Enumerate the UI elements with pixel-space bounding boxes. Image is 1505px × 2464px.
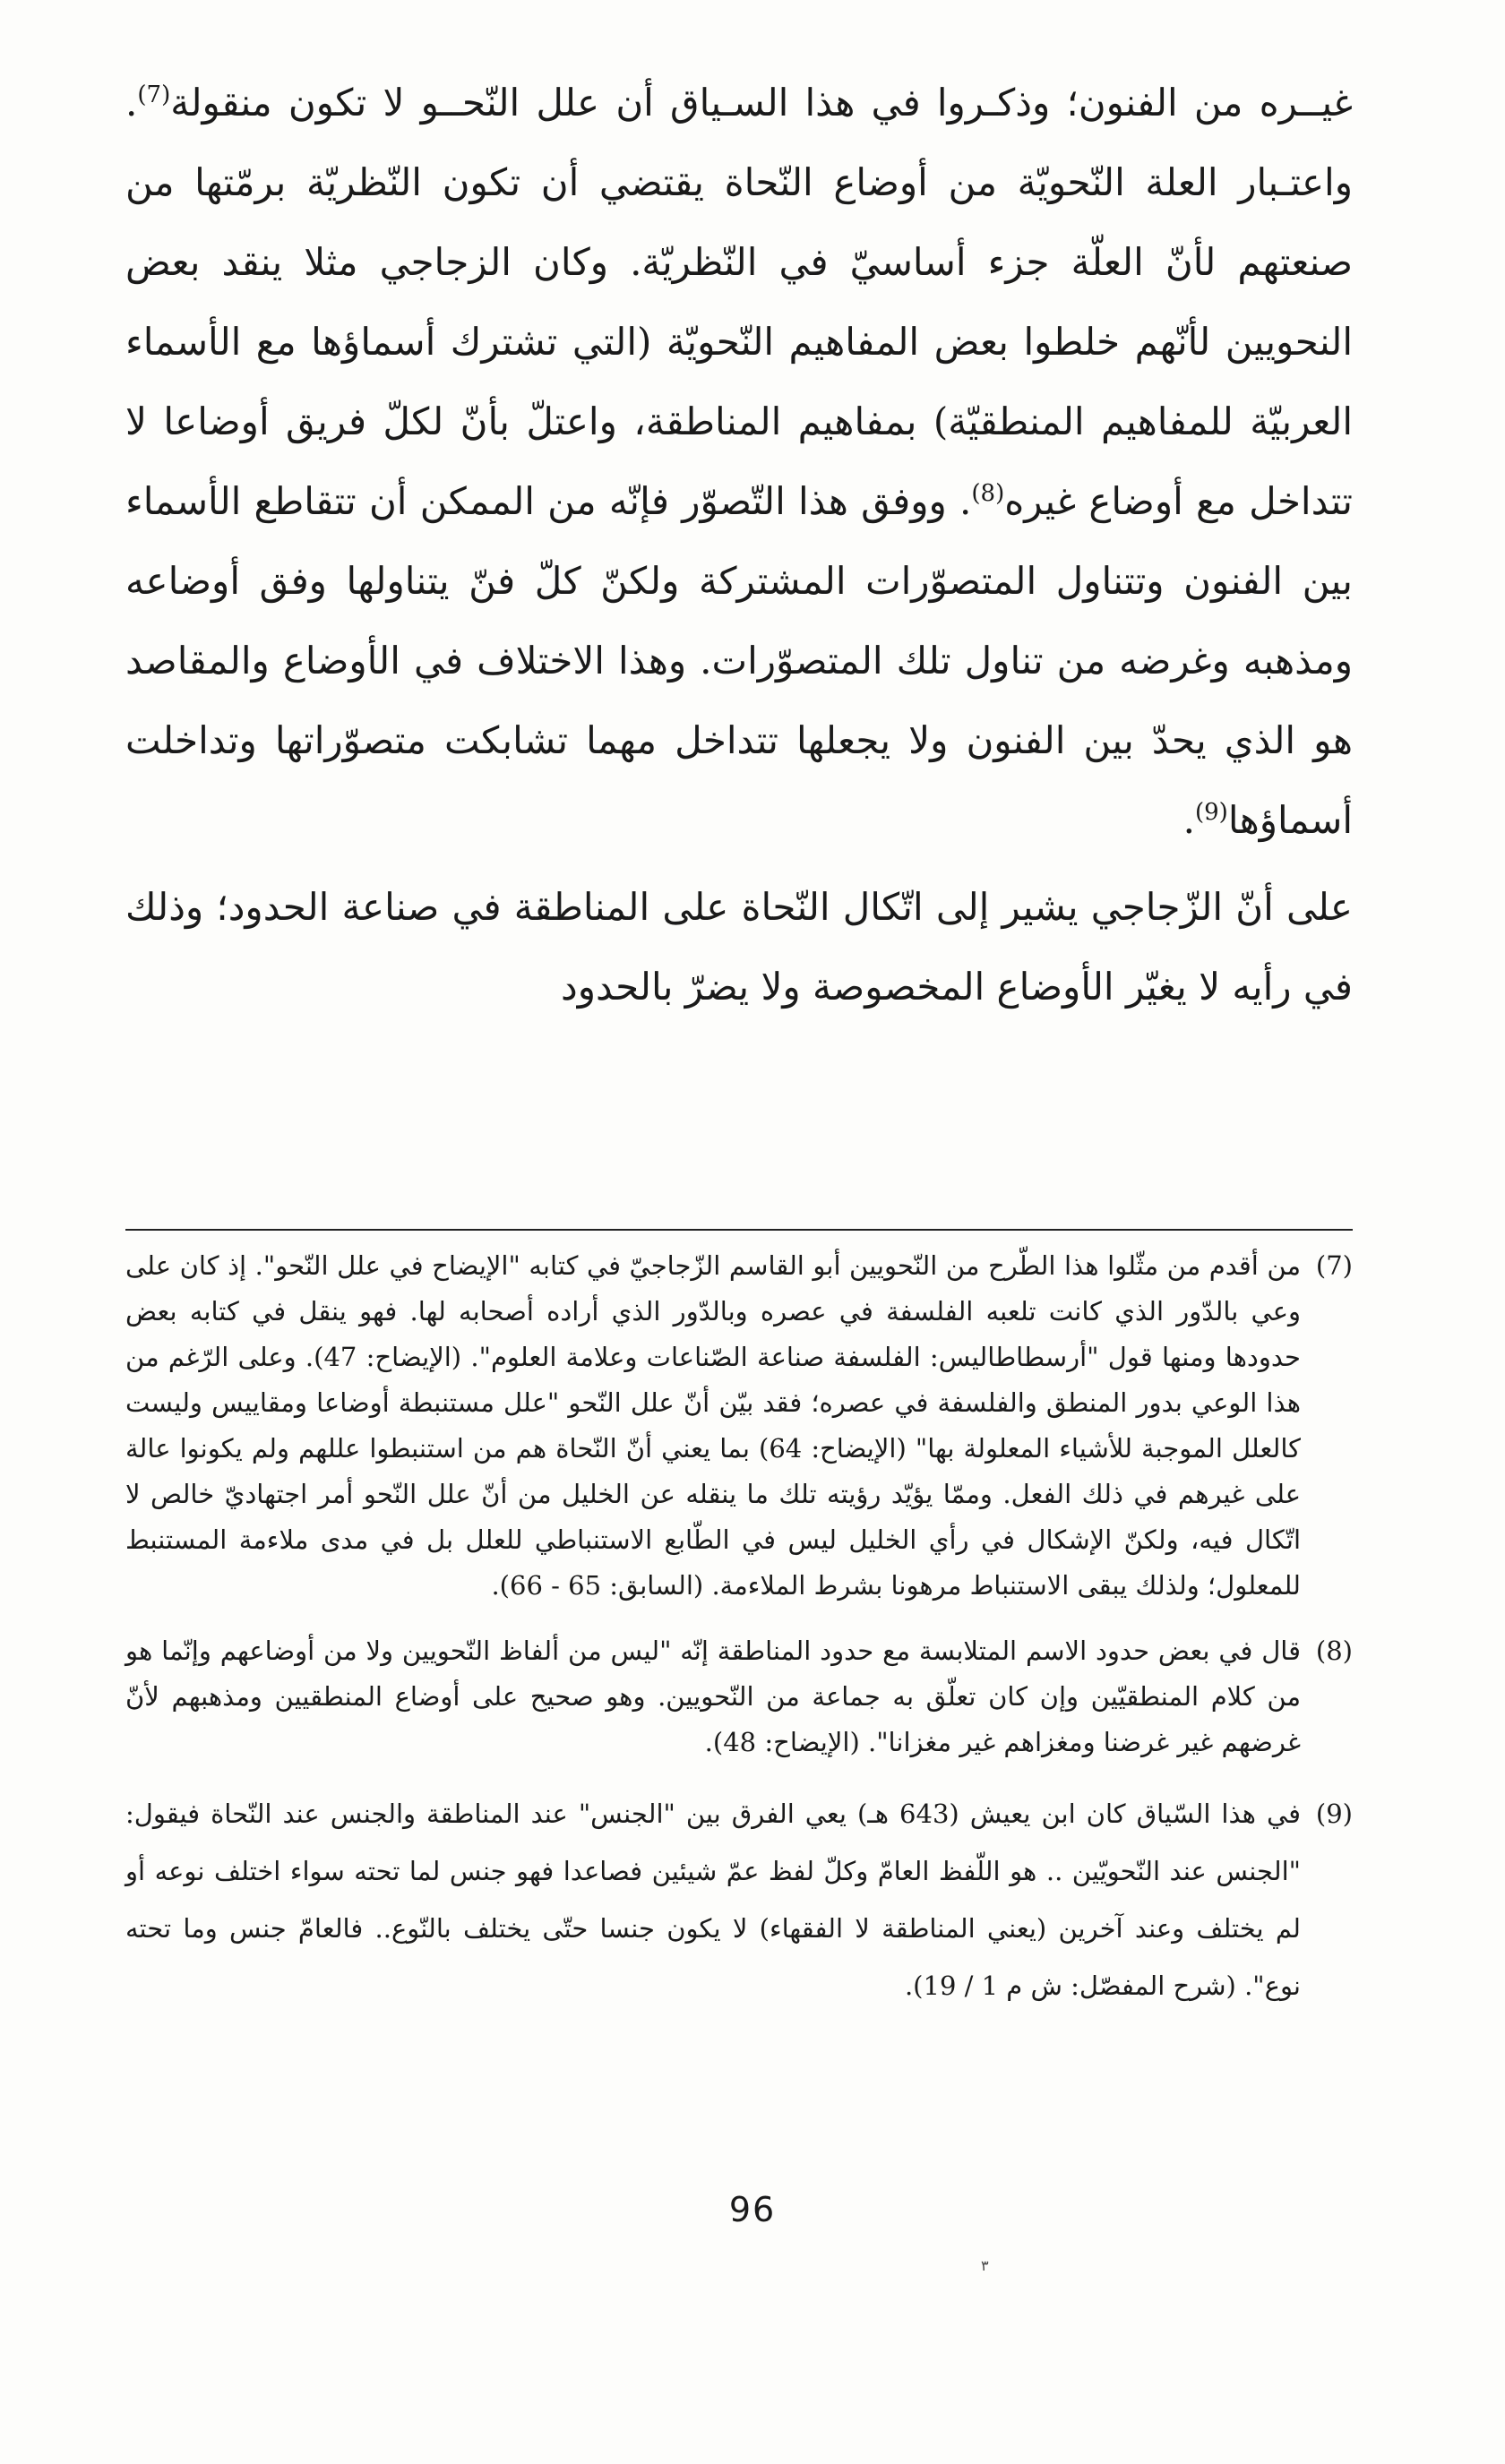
paragraph-1-continued: . واعتـبار العلة النّحويّة من أوضاع النّحاة يقتضي أن تكون النّظريّة برمّتها من صنعتهم لأنّ العلّة جزء أساسيّ في النّظريّة. وكان الزجاجي مثلا ينقد بعض النحويين لأنّهم خلطوا بعض المفاهيم النّحويّة (التي تشترك أسماؤها مع الأسماء العربيّة للمفاهيم المنطقيّة) بمفاهيم المناطقة، واعتلّ بأنّ لكلّ فريق أوضاعا لا تتداخل مع أوضاع غيره [125,81,1353,523]
footnote-number: (8) [1315,1636,1353,1666]
paragraph-1-end: . [1182,798,1195,842]
footnote-7 [125,1243,1353,1609]
footnote-separator [125,1229,1353,1231]
footnote-number: (9) [1315,1799,1353,1829]
footnote-ref-9[interactable]: (9) [1194,799,1228,826]
paragraph-1-text: غيــره من الفنون؛ وذكـروا في هذا السـياق أن علل النّحــو لا تكون منقولة [170,81,1353,124]
footnote-ref-7[interactable]: (7) [137,82,171,108]
footnotes-section [125,1243,1353,2034]
footnote-text: من أقدم من مثّلوا هذا الطّرح من النّحويين أبو القاسم الزّجاجيّ في كتابه "الإيضاح في علل النّحو". إذ كان على وعي بالدّور الذي كانت تلعبه الفلسفة في عصره وبالدّور الذي أراده أصحابه لها. فهو ينقل في كتابه بعض حدودها ومنها قول "أرسطاطاليس: الفلسفة صناعة الصّناعات وعلامة العلوم". (الإيضاح: 47). وعلى الرّغم من هذا الوعي بدور المنطق والفلسفة في عصره؛ فقد بيّن أنّ علل النّحو "علل مستنبطة أوضاعا ومقاييس وليست كالعلل الموجبة للأشياء المعلولة بها" (الإيضاح: 64) بما يعني أنّ النّحاة هم من استنبطوا عللهم ولم يكونوا عالة على غيرهم في ذلك الفعل. وممّا يؤيّد رؤيته تلك ما ينقله عن الخليل من أنّ علل النّحو أمر اجتهاديّ خالص لا اتّكال فيه، ولكنّ الإشكال في رأي الخليل ليس في الطّابع الاستنباطي للعلل بل في مدى ملاءمة المستنبط للمعلول؛ ولذلك يبقى الاستنباط مرهونا بشرط الملاءمة. (السابق: 65 - 66). [125,1250,1301,1601]
footnote-ref-8[interactable]: (8) [971,480,1005,507]
footnote-8 [125,1628,1353,1765]
paragraph-1 [125,63,1353,860]
paragraph-2: على أنّ الزّجاجي يشير إلى اتّكال النّحاة على المناطقة في صناعة الحدود؛ وذلك في رأيه لا يغيّر الأوضاع المخصوصة ولا يضرّ بالحدود [125,885,1353,1009]
paragraph-1-continued-2: . ووفق هذا التّصوّر فإنّه من الممكن أن تتقاطع الأسماء بين الفنون وتتناول المتصوّرات المشتركة ولكنّ كلّ فنّ يتناولها وفق أوضاعه ومذهبه وغرضه من تناول تلك المتصوّرات. وهذا الاختلاف في الأوضاع والمقاصد هو الذي يحدّ بين الفنون ولا يجعلها تتداخل مهما تشابكت متصوّراتها وتداخلت أسماؤها [125,479,1353,842]
footnote-text: في هذا السّياق كان ابن يعيش (643 هـ) يعي الفرق بين "الجنس" عند المناطقة والجنس عند النّحاة فيقول: "الجنس عند النّحويّين .. هو اللّفظ العامّ وكلّ لفظ عمّ شيئين فصاعدا فهو جنس لما تحته سواء اختلف نوعه أو لم يختلف وعند آخرين (يعني المناطقة لا الفقهاء) لا يكون جنسا حتّى يختلف بالنّوع.. فالعامّ جنس وما تحته نوع". (شرح المفصّل: ش م 1 / 19). [125,1799,1301,2001]
footnote-text: قال في بعض حدود الاسم المتلابسة مع حدود المناطقة إنّه "ليس من ألفاظ النّحويين ولا من أوضاعهم وإنّما هو من كلام المنطقيّين وإن كان تعلّق به جماعة من النّحويين. وهو صحيح على أوضاع المنطقيين ومذهبهم لأنّ غرضهم غير غرضنا ومغزاهم غير مغزانا". (الإيضاح: 48). [125,1636,1301,1757]
footnote-9 [125,1785,1353,2014]
main-body-text [125,63,1353,1026]
page-number: 96 [728,2190,777,2229]
scan-mark: ٣ [981,2257,989,2274]
footnote-number: (7) [1315,1250,1353,1281]
